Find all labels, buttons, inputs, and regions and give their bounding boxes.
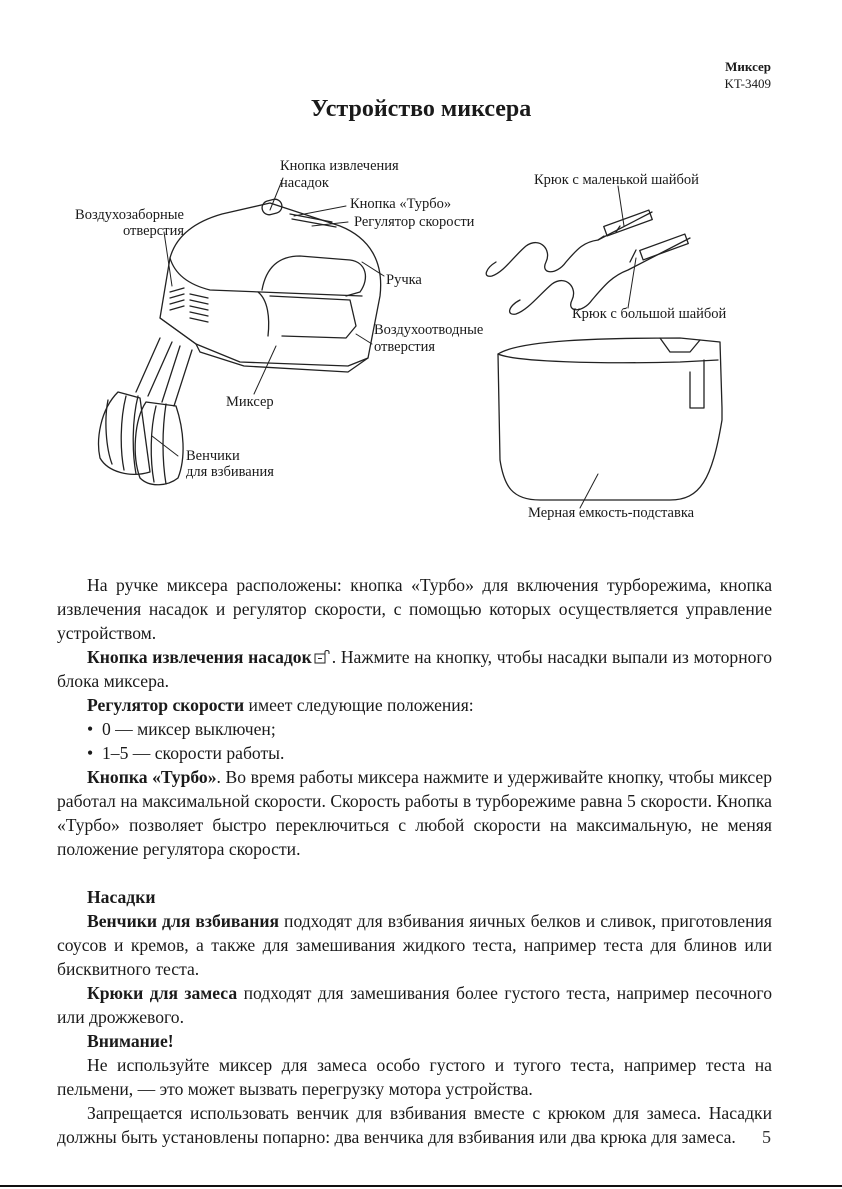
bullet-text-0: 0 — миксер выключен; [101, 719, 276, 739]
label-mixer: Миксер [226, 394, 274, 410]
bowl-illustration [498, 338, 722, 500]
paragraph-whisks [57, 909, 772, 981]
heading-nozzles [57, 885, 772, 909]
header-model: KT-3409 [724, 76, 771, 91]
heading-attention-text: Внимание! [87, 1031, 174, 1051]
label-eject-line2: насадок [280, 175, 329, 191]
label-eject-line1: Кнопка извлечения [280, 158, 399, 174]
term-turbo-button: Кнопка «Турбо» [87, 767, 217, 787]
hooks-illustration [486, 210, 690, 314]
label-intake-line1: Воздухозаборные [75, 207, 184, 223]
label-outlet-line1: Воздухоотводные [374, 322, 484, 338]
mixer-illustration [99, 198, 381, 485]
paragraph-turbo-rest: . Во время работы миксера нажмите и удерживайте кнопку, чтобы миксер работал на максимальной скорости. Скорость работы в турборежиме равна 5 скорости. Кнопка «Турбо» позволяет быстро переключиться с любой скорости на максимальную, не меняя положение регулятора скорости. [57, 767, 772, 859]
running-header [725, 58, 771, 92]
paragraph-eject-rest: . Нажмите на кнопку, чтобы насадки выпали из моторного блока миксера. [57, 647, 773, 691]
page-title: Устройство миксера [310, 96, 532, 122]
bullet-text-1: 1–5 — скорости работы. [101, 743, 285, 763]
list-item-speed-0: • 0 — миксер выключен; [87, 719, 276, 739]
label-turbo: Кнопка «Турбо» [350, 196, 452, 212]
paragraph-prohibition: Запрещается использовать венчик для взбивания вместе с крюком для замеса. Насадки должны быть установлены попарно: два венчика для взбивания или два крюка для замеса. [57, 1103, 772, 1147]
label-handle: Ручка [386, 272, 422, 288]
paragraph-turbo [57, 765, 772, 861]
bottom-rule [0, 1185, 842, 1187]
label-hook-large: Крюк с большой шайбой [572, 306, 727, 322]
list-item-speed-1-5: • 1–5 — скорости работы. [87, 743, 285, 763]
label-speed: Регулятор скорости [354, 214, 475, 230]
term-whisks: Венчики для взбивания [87, 911, 279, 931]
paragraph-hooks-rest: подходят для замешивания более густого теста, например песочного или дрожжевого. [57, 983, 772, 1027]
device-diagram [0, 140, 842, 540]
term-speed-regulator: Регулятор скорости [87, 695, 245, 715]
paragraph-hooks [57, 981, 772, 1029]
label-hook-small: Крюк с маленькой шайбой [534, 172, 699, 188]
paragraph-speed-rest: имеет следующие положения: [244, 695, 474, 715]
term-eject-button: Кнопка извлечения насадок [87, 647, 312, 667]
heading-attention [57, 1029, 772, 1053]
body-text [57, 573, 772, 1149]
eject-button-icon [314, 650, 330, 664]
page-number: 5 [762, 1127, 771, 1147]
term-hooks: Крюки для замеса [87, 983, 238, 1003]
paragraph-whisks-rest: подходят для взбивания яичных белков и сливок, приготовления соусов и кремов, а также для замешивания жидкого теста, например теста для блинов или бисквитного теста. [57, 911, 772, 979]
label-outlet-line2: отверстия [374, 339, 436, 355]
label-bowl: Мерная емкость-подставка [528, 505, 695, 521]
paragraph-controls: На ручке миксера расположены: кнопка «Турбо» для включения турборежима, кнопка извлечения насадок и регулятор скорости, с помощью которых осуществляется управление устройством. [57, 575, 772, 643]
label-whisks-line1: Венчики [186, 448, 240, 464]
paragraph-speed [57, 693, 772, 717]
paragraph-warning: Не используйте миксер для замеса особо густого и тугого теста, например теста на пельмени, — это может вызвать перегрузку мотора устройства. [57, 1055, 772, 1099]
label-whisks-line2: для взбивания [186, 464, 274, 480]
paragraph-eject [57, 645, 772, 693]
header-product: Миксер [725, 59, 771, 74]
label-intake-line2: отверстия [122, 223, 184, 239]
heading-nozzles-text: Насадки [87, 887, 156, 907]
